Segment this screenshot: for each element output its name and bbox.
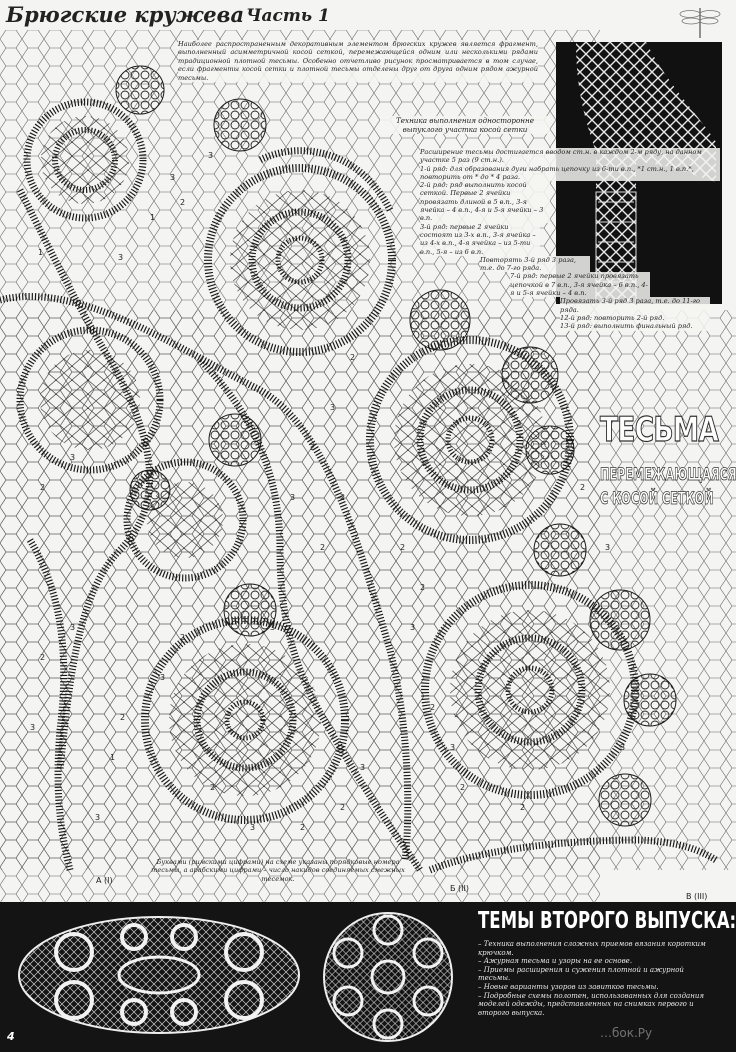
marker-a: A (I) — [96, 876, 113, 885]
instruction-line: 2-й ряд: ряд выполнить косой сеткой. Первые 2 ячейки провязать длиной в 5 в.п., 3-я ячейка – 4 в.п., 4-я и 5-я ячейки – 3 в.п. — [420, 181, 550, 222]
instruction-line: 13-й ряд: выполнить финальный ряд. — [560, 322, 710, 330]
svg-text:3: 3 — [250, 823, 256, 832]
svg-text:1: 1 — [110, 753, 116, 762]
svg-text:1: 1 — [38, 248, 44, 257]
svg-text:2: 2 — [630, 663, 636, 672]
svg-text:3: 3 — [208, 151, 214, 160]
svg-text:3: 3 — [290, 493, 296, 502]
svg-text:3: 3 — [70, 623, 76, 632]
svg-text:2: 2 — [320, 543, 326, 552]
svg-text:3: 3 — [605, 543, 611, 552]
svg-text:3: 3 — [360, 763, 366, 772]
svg-text:2: 2 — [120, 713, 126, 722]
svg-text:2: 2 — [340, 493, 346, 502]
svg-text:2: 2 — [40, 653, 46, 662]
page-number: 4 — [7, 1030, 15, 1043]
instruction-line: Провязать 3-й ряд 3 раза, т.е. до 11-го ряда. — [560, 297, 710, 314]
svg-text:2: 2 — [340, 803, 346, 812]
svg-text:3: 3 — [620, 743, 626, 752]
intro-paragraph: Наиболее распространенным декоративным элементом брюгских кружев является фрагмент, выполненный асимметричной косой сеткой, перемежающейся одним или несколькими рядами традиционной плотной тесьмы. Особенно отчетливо рисунок просматривается в том случае, если фрагменты косой сетки и плотной тесьмы отделены друг от друга одним рядом ажурной тесьмы. — [178, 40, 538, 82]
watermark: …бок.Ру — [600, 1026, 653, 1040]
svg-text:3: 3 — [330, 403, 336, 412]
svg-text:2: 2 — [420, 583, 426, 592]
band-subtitle-line1: ПЕРЕМЕЖАЮЩАЯСЯ — [600, 465, 736, 485]
svg-text:2: 2 — [580, 483, 586, 492]
svg-text:2: 2 — [40, 483, 46, 492]
svg-text:3: 3 — [30, 723, 36, 732]
svg-text:2: 2 — [460, 783, 466, 792]
svg-text:3: 3 — [270, 623, 276, 632]
next-issue-list — [478, 940, 718, 1017]
svg-text:3: 3 — [160, 673, 166, 682]
technique-title: Техника выполнения односторонне выпуклого участка косой сетки — [380, 116, 550, 134]
band-title: ТЕСЬМА — [600, 410, 719, 450]
diagram-caption: Буквами (римскими цифрами) на схеме указаны порядковые номера тесьмы, а арабскими цифрами – число накидов соединяемых смежных тесемок. — [151, 858, 405, 883]
svg-text:1: 1 — [150, 213, 156, 222]
next-issue-item: – Подробные схемы полотен, использованных для создания моделей одежды, представленных на снимках первого и второго выпуска. — [478, 991, 704, 1017]
instruction-line: 7-й ряд: первые 2 ячейки провязать цепочкой в 7 в.п., 3-я ячейка – 6 в.п., 4-я и 5-я ячейки – 4 в.п. — [510, 272, 650, 297]
svg-text:3: 3 — [70, 453, 76, 462]
next-issue-title: ТЕМЫ ВТОРОГО ВЫПУСКА: — [478, 908, 736, 934]
band-subtitle-line2: С КОСОЙ СЕТКОЙ — [600, 489, 714, 509]
svg-text:2: 2 — [180, 198, 186, 207]
oval-doily-thumbnail — [14, 912, 304, 1038]
svg-text:3: 3 — [95, 813, 101, 822]
instruction-line: Расширение тесьмы достигается вводом ст.н. в каждом 2-м ряду, на данном участке 5 раз (9 ст.н.). — [420, 148, 720, 165]
svg-text:3: 3 — [170, 173, 176, 182]
next-issue-item: – Новые варианты узоров из завитков тесьмы. — [478, 982, 659, 991]
svg-text:2: 2 — [210, 783, 216, 792]
instruction-line: 3-й ряд: первые 2 ячейки состоят из 3-х в.п., 3-я ячейка – из 4-х в.п., 4-я ячейка – из 5-ти в.п., 5-я – из 6 в.п. — [420, 223, 540, 256]
svg-text:3: 3 — [410, 623, 416, 632]
instruction-line: 1-й ряд: для образования дуги набрать цепочку из 6-ти в.п., *1 ст.н., 1 в.п.*, повторить от * до * 4 раза. — [420, 165, 720, 182]
instructions-block — [420, 148, 720, 331]
svg-text:3: 3 — [450, 743, 456, 752]
svg-text:2: 2 — [310, 443, 316, 452]
svg-text:2: 2 — [300, 823, 306, 832]
next-issue-item: – Техника выполнения сложных приемов вязания коротким крючком. — [478, 940, 706, 957]
page-header — [0, 0, 736, 32]
svg-text:2: 2 — [350, 353, 356, 362]
next-issue-item: – Приемы расширения и сужения плотной и ажурной тесьмы. — [478, 965, 684, 983]
svg-text:2: 2 — [520, 803, 526, 812]
next-issue-item: – Ажурная тесьма и узоры на ее основе. — [478, 957, 633, 966]
svg-text:2: 2 — [180, 633, 186, 642]
round-doily-thumbnail — [318, 908, 458, 1046]
instruction-line: Повторять 3-й ряд 3 раза, т.е. до 7-го ряда. — [480, 256, 590, 273]
instruction-line: 12-й ряд: повторить 2-й ряд. — [560, 314, 710, 322]
marker-b: Б (II) — [450, 884, 469, 893]
svg-text:2: 2 — [430, 703, 436, 712]
svg-text:2: 2 — [400, 543, 406, 552]
marker-v: В (III) — [686, 892, 708, 901]
svg-text:3: 3 — [118, 253, 124, 262]
series-title: Брюгские кружева — [6, 2, 245, 27]
part-label: Часть 1 — [246, 6, 330, 26]
